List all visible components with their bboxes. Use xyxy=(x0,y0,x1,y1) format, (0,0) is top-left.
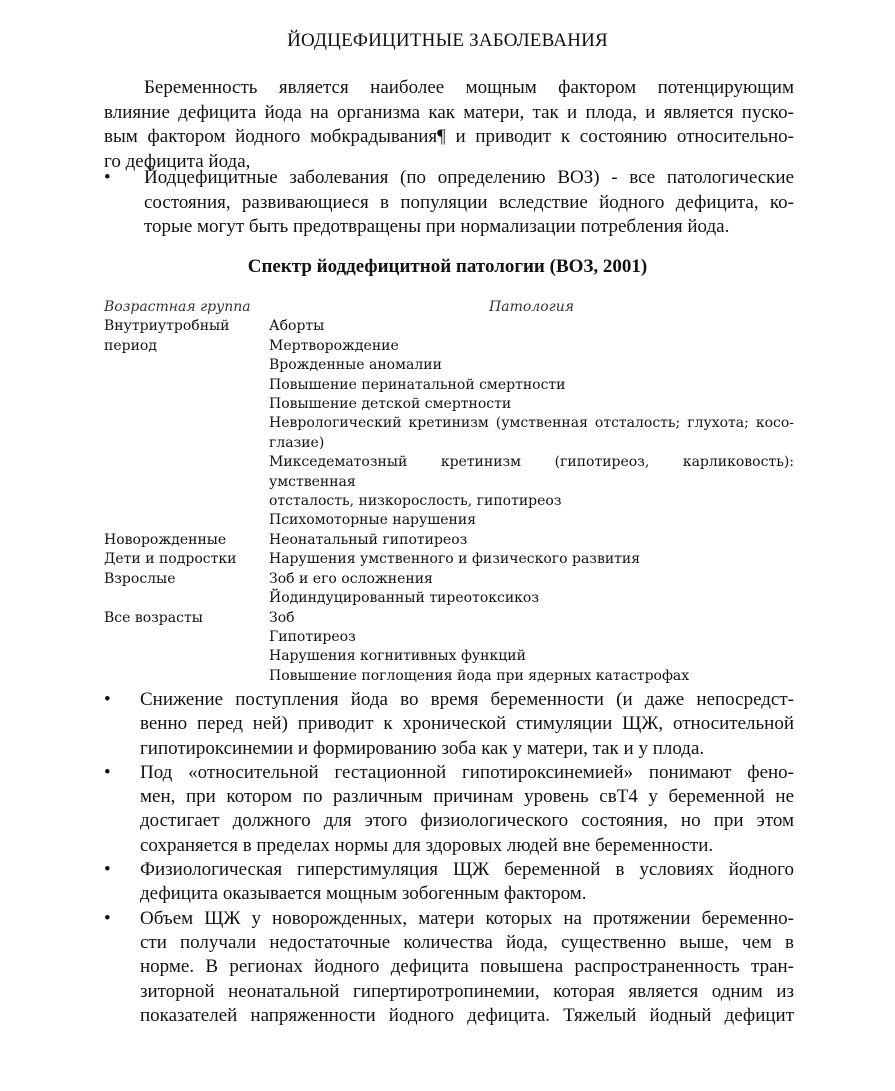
pathology-text: Повышение детской смертности xyxy=(269,396,512,413)
bullet-item xyxy=(104,688,794,761)
age-group-cell xyxy=(104,609,269,687)
bullet-line: сти получали недостаточные количества йода, существенно выше, чем в xyxy=(140,931,794,953)
bullet-line: мен, при котором по различным причинам уровень свТ4 у беременной не xyxy=(140,786,794,808)
age-group-text: Взрослые xyxy=(104,570,176,587)
age-group-text: Все возрасты xyxy=(104,609,203,626)
bullet-line: Физиологическая гиперстимуляция ЩЖ беременной в условиях йодного xyxy=(140,859,794,881)
pathology-cell xyxy=(269,317,794,530)
age-group-cell xyxy=(104,531,269,550)
pathology-item xyxy=(269,395,794,414)
pathology-text: Врожденные аномалии xyxy=(269,357,442,374)
table-header xyxy=(104,298,794,317)
table-row xyxy=(104,609,794,687)
pathology-text: Мертворождение xyxy=(269,337,399,354)
pathology-text: Зоб xyxy=(269,609,295,626)
pathology-item xyxy=(269,414,794,453)
bullet-marker: • xyxy=(104,907,111,929)
pathology-cell xyxy=(269,609,794,687)
bullet-text xyxy=(140,761,794,858)
pathology-text: Зоб и его осложнения xyxy=(269,570,433,587)
pathology-item xyxy=(269,453,794,511)
pathology-item xyxy=(269,667,794,686)
bullet-item xyxy=(104,907,794,1028)
intro-paragraph xyxy=(104,76,794,174)
bullet-marker: • xyxy=(104,689,111,710)
pathology-text: Гипотиреоз xyxy=(269,628,356,645)
pathology-text: Нарушения когнитивных функций xyxy=(269,648,526,665)
age-group-cell xyxy=(104,570,269,609)
pathology-item xyxy=(269,609,794,628)
intro-line: го дефицита йода, xyxy=(104,150,251,172)
age-group-text: период xyxy=(104,337,157,354)
pathology-text: глазие) xyxy=(269,434,325,451)
pathology-item xyxy=(269,647,794,666)
pathology-cell xyxy=(269,570,794,609)
definition-line: торые могут быть предотвращены при нормализации потребления йода. xyxy=(144,216,730,237)
pathology-item xyxy=(269,511,794,530)
pathology-item xyxy=(269,356,794,375)
bullet-line: Под «относительной гестационной гипотироксинемией» понимают фено- xyxy=(140,761,794,783)
bullet-line: венно перед ней) приводит к хронической стимуляции ЩЖ, относительной xyxy=(140,713,794,735)
pathology-text: отсталость, низкорослость, гипотиреоз xyxy=(269,493,562,510)
age-group-text: Внутриутробный xyxy=(104,318,230,335)
table-row xyxy=(104,317,794,530)
bullet-line: сохраняется в пределах нормы для здоровых людей вне беременности. xyxy=(140,834,714,856)
pathology-cell xyxy=(269,550,794,569)
bullet-marker: • xyxy=(104,859,111,881)
bullet-line: достигает должного для этого физиологического состояния, но при этом xyxy=(140,810,794,832)
header-age-group: Возрастная группа xyxy=(104,299,251,315)
document-title: ЙОДЦЕФИЦИТНЫЕ ЗАБОЛЕВАНИЯ xyxy=(287,30,608,51)
bullet-line: гипотироксинемии и формированию зоба как у матери, так и у плода. xyxy=(140,737,705,759)
pathology-text: Йодиндуцированный тиреотоксикоз xyxy=(269,590,539,607)
bullet-marker: • xyxy=(104,761,111,783)
table-row xyxy=(104,550,794,569)
pathology-text: Аборты xyxy=(269,318,325,335)
bullet-line: Объем ЩЖ у новорожденных, матери которых на протяжении беременно- xyxy=(140,907,794,929)
bullet-text xyxy=(140,858,794,907)
pathology-text: Повышение перинатальной смертности xyxy=(269,376,566,393)
definition-line: Йодцефицитные заболевания (по определению ВОЗ) - все патологические xyxy=(144,167,794,188)
table-row xyxy=(104,570,794,609)
bullet-line: зиторной неонатальной гипертиротропинемии, которая является одним из xyxy=(140,980,794,1002)
pathology-item xyxy=(269,317,794,336)
pathology-item xyxy=(269,628,794,647)
bullet-line: дефицита оказывается мощным зобогенным фактором. xyxy=(140,883,587,905)
intro-line: влияние дефицита йода на организма как матери, так и плода, и является пуско- xyxy=(104,101,794,123)
pathology-item xyxy=(269,531,794,550)
bullet-item xyxy=(104,858,794,907)
pathology-text: Неврологический кретинизм (умственная отсталость; глухота; косо- xyxy=(269,415,794,432)
pathology-item xyxy=(269,337,794,356)
definition-bullet xyxy=(104,166,794,240)
table-row xyxy=(104,531,794,550)
bullet-item xyxy=(104,761,794,858)
pathology-item xyxy=(269,589,794,608)
bullet-text xyxy=(140,907,794,1028)
pathology-text: Микседематозный кретинизм (гипотиреоз, карликовость): умственная xyxy=(269,454,794,490)
header-pathology: Патология xyxy=(489,299,574,315)
pathology-text: Повышение поглощения йода при ядерных катастрофах xyxy=(269,667,690,684)
table-title: Спектр йоддефицитной патологии (ВОЗ, 2001) xyxy=(247,256,648,277)
pathology-item xyxy=(269,570,794,589)
bullet-line: норме. В регионах йодного дефицита повышена распространенность тран- xyxy=(140,956,794,978)
age-group-cell xyxy=(104,550,269,569)
pathology-text: Нарушения умственного и физического развития xyxy=(269,551,641,568)
age-group-text: Дети и подростки xyxy=(104,551,237,568)
bullet-list xyxy=(104,688,794,1028)
definition-text xyxy=(144,166,794,240)
intro-line: вым фактором йодного мобкрадывания¶ и приводит к состоянию относительно- xyxy=(104,126,794,147)
age-group-cell xyxy=(104,317,269,530)
table-body xyxy=(104,317,794,686)
bullet-text xyxy=(140,688,794,761)
age-group-text: Новорожденные xyxy=(104,531,227,548)
pathology-text: Психомоторные нарушения xyxy=(269,512,477,529)
definition-line: состояния, развивающиеся в популяции вследствие йодного дефицита, ко- xyxy=(144,191,794,213)
bullet-line: Снижение поступления йода во время беременности (и даже непосредст- xyxy=(140,689,794,710)
pathology-text: Неонатальный гипотиреоз xyxy=(269,531,468,548)
pathology-item xyxy=(269,550,794,569)
bullet-line: показателей напряженности йодного дефицита. Тяжелый йодный дефицит xyxy=(140,1004,794,1026)
intro-line: Беременность является наиболее мощным фактором потенцирующим xyxy=(144,77,794,98)
pathology-cell xyxy=(269,531,794,550)
bullet-marker: • xyxy=(104,167,111,188)
pathology-item xyxy=(269,376,794,395)
pathology-table xyxy=(104,298,794,686)
